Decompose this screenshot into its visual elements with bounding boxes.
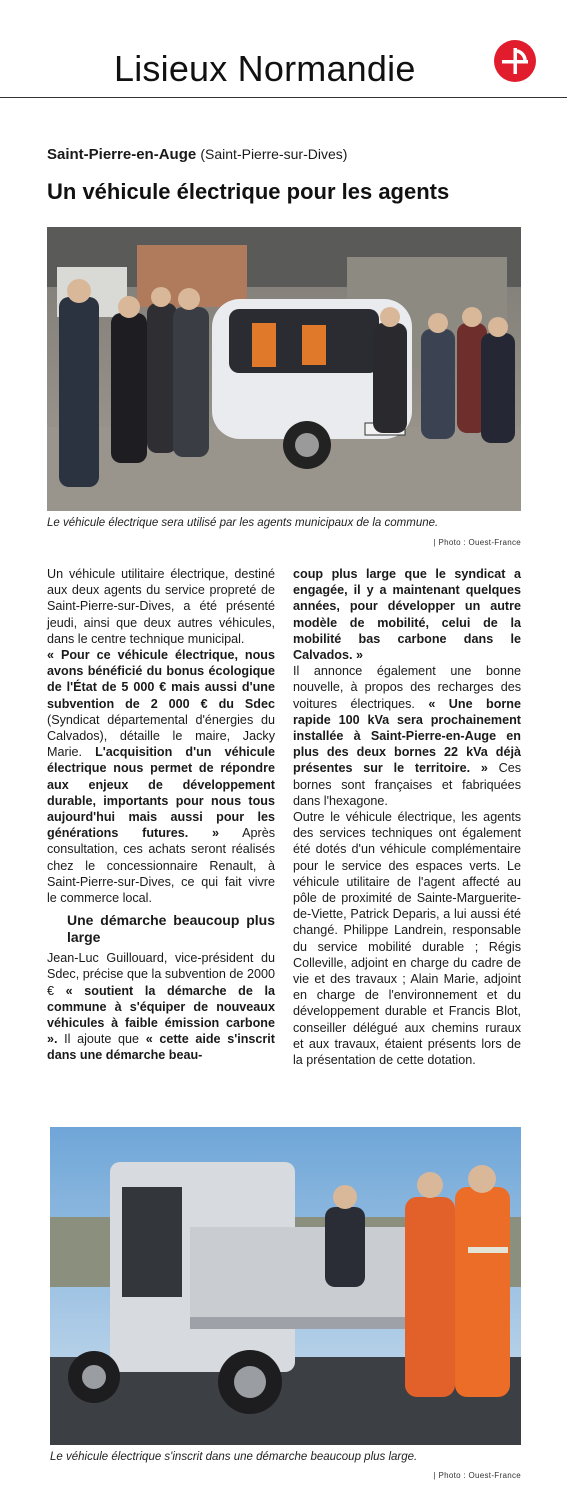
article-photo-2 [50, 1127, 521, 1445]
article-headline: Un véhicule électrique pour les agents [47, 179, 450, 204]
paragraph: Outre le véhicule électrique, les agents des services techniques ont également été dotés d'un véhicule complémentaire pour le service des espaces verts. Le véhicule utilitaire de l'agent affecté au pôle de proximité de Sainte-Marguerite-de-Viette, Patrick Deparis, a lui aussi été changé. Philippe Landrein, responsable du service mobilité durable ; Régis Colleville, adjoint en charge du cadre de vie et des travaux ; Alain Marie, adjoint en charge de l'environnement et du développement durable et Francis Blot, conseiller délégué aux chemins ruraux et aux travaux, étaient présents lors de la présentation de cette dotation. [293, 810, 521, 1068]
text: Il annonce également une bonne nouvelle, à propos des recharges des voitures électriques. [293, 664, 521, 711]
quote-bold: « cette aide s'inscrit dans une démarche beau- [47, 1032, 275, 1063]
article-location [47, 146, 347, 163]
masthead-title: Lisieux Normandie [114, 48, 416, 89]
text: (Syndicat départemental d'énergies du Calvados), détaille le maire, Jacky Marie. [47, 712, 275, 760]
quote-bold: L'acquisition d'un véhicule électrique nous permet de répondre aux enjeux de développement durable, importants pour nous tous aujourd'hui mais aussi pour les générations futures. » [47, 745, 275, 841]
photo-1-caption: Le véhicule électrique sera utilisé par les agents municipaux de la commune. [47, 517, 439, 529]
location-sub: (Saint-Pierre-sur-Dives) [200, 146, 348, 162]
paragraph [293, 566, 521, 663]
quote-bold: « soutient la démarche de la commune à s'équiper de nouveaux véhicules à faible émission carbone ». [47, 983, 275, 1047]
article-column-2 [293, 566, 521, 1068]
masthead [0, 0, 567, 98]
publisher-logo-icon [494, 40, 536, 82]
photo-1-credit: | Photo : Ouest-France [433, 538, 521, 547]
text: Jean-Luc Guillouard, vice-président du Sdec, précise que la subvention de 2000 € [47, 951, 275, 998]
paragraph [47, 647, 275, 906]
article-column-1 [47, 566, 275, 1064]
quote-bold: coup plus large que le syndicat a engagée, il y a maintenant quelques années, pour développer un autre modèle de mobilité, celui de la mobilité bas carbone dans le Calvados. » [293, 567, 521, 663]
quote-bold: « Pour ce véhicule électrique, nous avons bénéficié du bonus écologique de l'État de 5 000 € mais aussi d'une subvention de 2 000 € du Sdec [47, 648, 275, 711]
article-photo-1 [47, 227, 521, 511]
paragraph: Un véhicule utilitaire électrique, destiné aux deux agents du service propreté de Saint-Pierre-sur-Dives, a été présenté jeudi, ainsi que deux autres véhicules, dans le centre technique municipal. [47, 567, 275, 646]
photo-2-credit: | Photo : Ouest-France [433, 1471, 521, 1480]
paragraph [47, 950, 275, 1063]
quote-bold: « Une borne rapide 100 kVa sera prochainement installée à Saint-Pierre-en-Auge en plus des deux bornes 22 kVa déjà présentes sur le territoire. » [293, 696, 521, 776]
paragraph [293, 663, 521, 809]
location-name: Saint-Pierre-en-Auge [47, 146, 197, 163]
photo-2-caption: Le véhicule électrique s'inscrit dans une démarche beaucoup plus large. [50, 1451, 418, 1463]
article-subheading: Une démarche beaucoup plus large [67, 912, 275, 946]
text: Il ajoute que [57, 1032, 146, 1047]
text: Après consultation, ces achats seront réalisés chez le concessionnaire Renault, à Saint-Pierre-sur-Dives, ce qui fait vivre le commerce local. [47, 826, 275, 906]
text: Ces bornes sont françaises et fabriquées dans l'hexagone. [293, 761, 521, 808]
